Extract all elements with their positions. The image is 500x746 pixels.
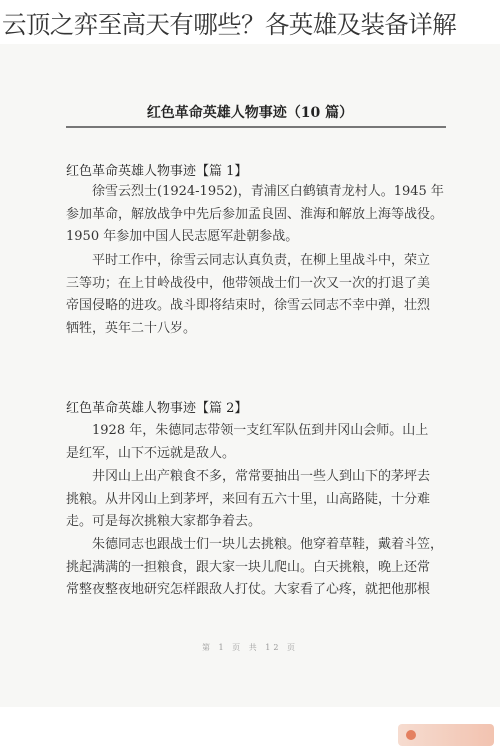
- page-footer: 第 1 页 共 12 页: [202, 643, 298, 652]
- watermark-logo: [398, 724, 494, 746]
- text-line: 平时工作中，徐雪云同志认真负责，在柳上里战斗中，荣立: [92, 253, 431, 268]
- text-line: 参加革命，解放战争中先后参加孟良固、淮海和解放上海等战役。: [66, 206, 444, 222]
- text-line: 牺牲，英年二十八岁。: [66, 320, 197, 336]
- text-line: 1928 年，朱德同志带领一支红军队伍到井冈山会师。山上: [92, 423, 429, 438]
- document-page: [0, 44, 500, 707]
- text-line: 常整夜整夜地研究怎样跟敌人打仗。大家看了心疼，就把他那根: [66, 582, 431, 597]
- title-divider: [66, 126, 446, 128]
- section-heading-2: 红色革命英雄人物事迹【篇 2】: [66, 401, 248, 416]
- text-line: 走。可是每次挑粮大家都争着去。: [66, 514, 262, 529]
- paragraph-1-2: [66, 250, 452, 340]
- document-title: 红色革命英雄人物事迹（10 篇）: [146, 105, 354, 121]
- title-banner: [0, 0, 500, 44]
- paragraph-2-3: [66, 534, 452, 602]
- text-line: 是红军，山下不远就是敌人。: [66, 445, 236, 461]
- text-line: 井冈山上出产粮食不多，常常要抽出一些人到山下的茅坪去: [92, 469, 431, 484]
- text-line: 挑粮。从井冈山上到茅坪，来回有五六十里，山高路陡，十分难: [66, 491, 431, 507]
- paragraph-2-1: [66, 420, 452, 465]
- text-line: 三等功；在上甘岭战役中，他带领战士们一次又一次的打退了美: [66, 275, 431, 291]
- text-line: 1950 年参加中国人民志愿军赴朝参战。: [66, 229, 299, 244]
- paragraph-2-2: [66, 466, 452, 534]
- banner-title: 云顶之弈至高天有哪些？各英雄及装备详解: [2, 10, 457, 39]
- paragraph-1-1: [66, 181, 452, 249]
- text-line: 挑起满满的一担粮食，跟大家一块儿爬山。白天挑粮，晚上还常: [66, 559, 431, 575]
- text-line: 朱德同志也跟战士们一块儿去挑粮。他穿着草鞋，戴着斗笠，: [92, 537, 444, 552]
- text-line: 徐雪云烈士(1924-1952)，青浦区白鹤镇青龙村人。1945 年: [92, 184, 444, 199]
- text-line: 帝国侵略的进攻。战斗即将结束时，徐雪云同志不幸中弹，壮烈: [66, 298, 431, 313]
- section-heading-1: 红色革命英雄人物事迹【篇 1】: [66, 164, 248, 179]
